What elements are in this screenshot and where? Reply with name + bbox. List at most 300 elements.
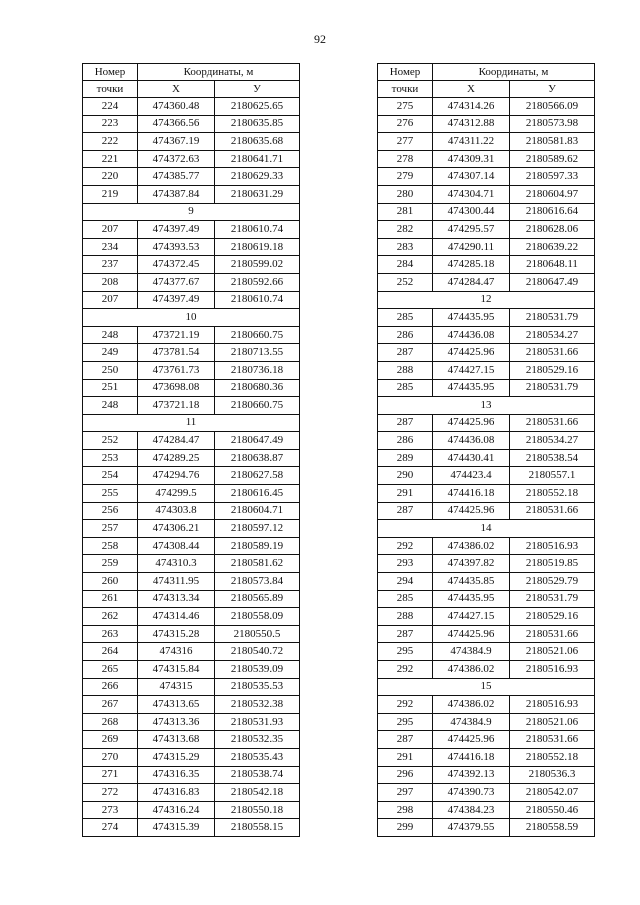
y-coordinate-cell: 2180573.98 [510,115,595,133]
table-row [83,801,300,819]
table-row [378,273,595,291]
point-number-header-line2: точки [83,81,138,98]
x-coordinate-cell: 474309.31 [433,150,510,168]
point-number-cell: 287 [378,502,433,520]
table-body-left [83,98,300,837]
y-coordinate-cell: 2180532.38 [215,696,300,714]
point-number-cell: 291 [378,748,433,766]
table-row [83,590,300,608]
y-coordinate-cell: 2180550.46 [510,801,595,819]
table-row [378,661,595,679]
point-number-header [83,64,138,81]
table-row [378,238,595,256]
y-coordinate-cell: 2180521.06 [510,643,595,661]
y-coordinate-cell: 2180538.74 [215,766,300,784]
y-coordinate-cell: 2180516.93 [510,537,595,555]
table-row [83,326,300,344]
table-row [378,784,595,802]
y-coordinate-cell: 2180581.62 [215,555,300,573]
point-number-cell: 208 [83,273,138,291]
x-coordinate-cell: 474307.14 [433,168,510,186]
x-coordinate-cell: 474385.77 [138,168,215,186]
point-header-line1: Номер [94,65,126,78]
table-row [83,573,300,591]
point-number-cell: 289 [378,449,433,467]
y-coordinate-cell: 2180627.58 [215,467,300,485]
y-coordinate-cell: 2180557.1 [510,467,595,485]
x-coordinate-cell: 474316.24 [138,801,215,819]
x-coordinate-cell: 474423.4 [433,467,510,485]
y-coordinate-cell: 2180647.49 [510,273,595,291]
point-number-cell: 262 [83,608,138,626]
table-row [83,625,300,643]
table-row [378,221,595,239]
table-row [83,467,300,485]
point-number-cell: 286 [378,432,433,450]
point-number-cell: 274 [83,819,138,837]
y-coordinate-cell: 2180631.29 [215,185,300,203]
point-number-cell: 292 [378,537,433,555]
y-coordinate-cell: 2180529.79 [510,573,595,591]
y-coordinate-cell: 2180628.06 [510,221,595,239]
x-coordinate-cell: 473781.54 [138,344,215,362]
x-coordinate-cell: 474435.95 [433,379,510,397]
y-coordinate-cell: 2180516.93 [510,661,595,679]
table-row [83,661,300,679]
coordinates-table-left [82,63,300,837]
y-coordinate-cell: 2180558.15 [215,819,300,837]
x-coordinate-cell: 474377.67 [138,273,215,291]
section-number: 11 [83,414,300,432]
x-coordinate-cell: 474416.18 [433,748,510,766]
point-number-cell: 281 [378,203,433,221]
x-coordinate-cell: 474360.48 [138,98,215,116]
x-coordinate-cell: 474392.13 [433,766,510,784]
table-row [83,115,300,133]
x-coordinate-cell: 474316 [138,643,215,661]
point-number-cell: 296 [378,766,433,784]
y-coordinate-cell: 2180542.07 [510,784,595,802]
x-coordinate-cell: 474306.21 [138,520,215,538]
section-row [378,397,595,415]
y-coordinate-cell: 2180535.43 [215,748,300,766]
table-row [378,98,595,116]
y-coordinate-cell: 2180592.66 [215,273,300,291]
table-row [378,379,595,397]
y-coordinate-cell: 2180550.5 [215,625,300,643]
section-row [83,414,300,432]
y-coordinate-cell: 2180629.33 [215,168,300,186]
section-number: 9 [83,203,300,221]
x-coordinate-cell: 473698.08 [138,379,215,397]
y-coordinate-cell: 2180558.09 [215,608,300,626]
point-number-cell: 297 [378,784,433,802]
table-row [378,467,595,485]
x-coordinate-cell: 474367.19 [138,133,215,151]
y-coordinate-cell: 2180648.11 [510,256,595,274]
x-coordinate-cell: 474313.65 [138,696,215,714]
point-number-cell: 264 [83,643,138,661]
x-coordinate-cell: 474425.96 [433,414,510,432]
x-coordinate-cell: 474315.28 [138,625,215,643]
x-coordinate-cell: 474427.15 [433,608,510,626]
y-coordinate-cell: 2180538.54 [510,449,595,467]
point-number-cell: 248 [83,397,138,415]
y-coordinate-cell: 2180610.74 [215,291,300,309]
point-number-cell: 273 [83,801,138,819]
table-row [378,625,595,643]
point-number-cell: 256 [83,502,138,520]
table-row [378,133,595,151]
table-row [83,432,300,450]
point-number-cell: 248 [83,326,138,344]
table-row [378,256,595,274]
y-coordinate-cell: 2180550.18 [215,801,300,819]
table-row [378,203,595,221]
y-coordinate-cell: 2180604.97 [510,185,595,203]
y-coordinate-cell: 2180610.74 [215,221,300,239]
table-row [378,502,595,520]
x-column-header: X [138,81,215,98]
section-number: 15 [378,678,595,696]
y-coordinate-cell: 2180565.89 [215,590,300,608]
point-number-cell: 249 [83,344,138,362]
x-coordinate-cell: 474299.5 [138,485,215,503]
x-coordinate-cell: 474397.49 [138,221,215,239]
x-coordinate-cell: 474315.39 [138,819,215,837]
table-row [83,555,300,573]
y-coordinate-cell: 2180619.18 [215,238,300,256]
table-row [378,731,595,749]
point-number-cell: 288 [378,608,433,626]
point-number-cell: 259 [83,555,138,573]
table-row [378,344,595,362]
point-number-cell: 271 [83,766,138,784]
table-row [378,309,595,327]
point-number-cell: 267 [83,696,138,714]
table-row [83,678,300,696]
x-coordinate-cell: 474372.45 [138,256,215,274]
y-coordinate-cell: 2180635.68 [215,133,300,151]
point-number-cell: 275 [378,98,433,116]
table-row [83,748,300,766]
table-row [378,537,595,555]
point-number-cell: 285 [378,590,433,608]
point-number-cell: 258 [83,537,138,555]
point-number-cell: 291 [378,485,433,503]
x-coordinate-cell: 474425.96 [433,344,510,362]
y-coordinate-cell: 2180660.75 [215,326,300,344]
point-number-cell: 285 [378,309,433,327]
x-coordinate-cell: 474304.71 [433,185,510,203]
table-row [378,643,595,661]
x-coordinate-cell: 473721.19 [138,326,215,344]
x-coordinate-cell: 474310.3 [138,555,215,573]
y-coordinate-cell: 2180581.83 [510,133,595,151]
point-number-cell: 294 [378,573,433,591]
table-row [83,273,300,291]
table-row [378,414,595,432]
coordinates-header: Координаты, м [138,64,300,81]
y-coordinate-cell: 2180597.33 [510,168,595,186]
x-coordinate-cell: 474316.83 [138,784,215,802]
y-coordinate-cell: 2180635.85 [215,115,300,133]
table-row [83,784,300,802]
table-row [83,502,300,520]
point-number-cell: 260 [83,573,138,591]
x-coordinate-cell: 474311.22 [433,133,510,151]
point-number-cell: 224 [83,98,138,116]
x-coordinate-cell: 474425.96 [433,731,510,749]
table-row [83,766,300,784]
x-coordinate-cell: 474315.84 [138,661,215,679]
point-number-cell: 254 [83,467,138,485]
y-coordinate-cell: 2180539.09 [215,661,300,679]
table-row [378,185,595,203]
point-number-cell: 269 [83,731,138,749]
y-coordinate-cell: 2180625.65 [215,98,300,116]
point-number-cell: 292 [378,661,433,679]
y-coordinate-cell: 2180531.66 [510,414,595,432]
y-coordinate-cell: 2180516.93 [510,696,595,714]
x-coordinate-cell: 474386.02 [433,696,510,714]
x-coordinate-cell: 474397.49 [138,291,215,309]
point-number-cell: 282 [378,221,433,239]
table-row [83,520,300,538]
table-row [83,537,300,555]
y-coordinate-cell: 2180736.18 [215,361,300,379]
table-row [83,291,300,309]
table-row [83,696,300,714]
point-number-cell: 268 [83,713,138,731]
x-coordinate-cell: 474386.02 [433,537,510,555]
point-number-cell: 219 [83,185,138,203]
table-row [378,449,595,467]
point-number-cell: 261 [83,590,138,608]
table-row [83,168,300,186]
x-coordinate-cell: 474295.57 [433,221,510,239]
x-coordinate-cell: 474435.95 [433,309,510,327]
point-number-cell: 287 [378,731,433,749]
table-row [378,168,595,186]
y-coordinate-cell: 2180540.72 [215,643,300,661]
x-coordinate-cell: 474314.26 [433,98,510,116]
section-number: 13 [378,397,595,415]
y-coordinate-cell: 2180589.19 [215,537,300,555]
table-row [378,485,595,503]
point-number-cell: 287 [378,344,433,362]
section-row [83,203,300,221]
x-coordinate-cell: 474372.63 [138,150,215,168]
table-row [378,696,595,714]
y-coordinate-cell: 2180529.16 [510,361,595,379]
section-row [83,309,300,327]
x-coordinate-cell: 474436.08 [433,326,510,344]
x-coordinate-cell: 474294.76 [138,467,215,485]
table-row [83,150,300,168]
table-row [83,256,300,274]
x-coordinate-cell: 473761.73 [138,361,215,379]
x-coordinate-cell: 474384.9 [433,713,510,731]
y-coordinate-cell: 2180531.66 [510,625,595,643]
y-coordinate-cell: 2180531.93 [215,713,300,731]
x-coordinate-cell: 474285.18 [433,256,510,274]
point-number-cell: 292 [378,696,433,714]
table-row [378,608,595,626]
x-coordinate-cell: 474435.85 [433,573,510,591]
table-row [378,801,595,819]
x-coordinate-cell: 474315.29 [138,748,215,766]
point-number-cell: 237 [83,256,138,274]
x-coordinate-cell: 474313.36 [138,713,215,731]
x-coordinate-cell: 474313.34 [138,590,215,608]
y-coordinate-cell: 2180532.35 [215,731,300,749]
table-row [378,150,595,168]
point-number-cell: 222 [83,133,138,151]
y-coordinate-cell: 2180552.18 [510,748,595,766]
table-row [83,608,300,626]
x-coordinate-cell: 474386.02 [433,661,510,679]
x-coordinate-cell: 474416.18 [433,485,510,503]
x-coordinate-cell: 474435.95 [433,590,510,608]
x-coordinate-cell: 474379.55 [433,819,510,837]
point-number-cell: 253 [83,449,138,467]
x-coordinate-cell: 474387.84 [138,185,215,203]
section-number: 14 [378,520,595,538]
y-coordinate-cell: 2180641.71 [215,150,300,168]
point-number-cell: 288 [378,361,433,379]
table-row [83,643,300,661]
point-number-cell: 266 [83,678,138,696]
y-coordinate-cell: 2180597.12 [215,520,300,538]
x-coordinate-cell: 474397.82 [433,555,510,573]
table-row [83,397,300,415]
point-number-cell: 287 [378,625,433,643]
point-number-header [378,64,433,81]
point-number-cell: 252 [378,273,433,291]
point-number-cell: 279 [378,168,433,186]
table-row [83,361,300,379]
y-coordinate-cell: 2180531.66 [510,731,595,749]
point-number-cell: 257 [83,520,138,538]
y-coordinate-cell: 2180521.06 [510,713,595,731]
y-coordinate-cell: 2180535.53 [215,678,300,696]
table-row [83,238,300,256]
y-coordinate-cell: 2180531.79 [510,309,595,327]
y-coordinate-cell: 2180566.09 [510,98,595,116]
point-header-line1: Номер [389,65,421,78]
point-number-cell: 286 [378,326,433,344]
x-coordinate-cell: 473721.18 [138,397,215,415]
y-coordinate-cell: 2180519.85 [510,555,595,573]
point-number-cell: 298 [378,801,433,819]
y-coordinate-cell: 2180542.18 [215,784,300,802]
table-row [83,344,300,362]
table-row [83,221,300,239]
y-coordinate-cell: 2180713.55 [215,344,300,362]
x-coordinate-cell: 474284.47 [433,273,510,291]
table-row [83,449,300,467]
section-row [378,678,595,696]
x-coordinate-cell: 474425.96 [433,625,510,643]
point-number-cell: 277 [378,133,433,151]
point-number-cell: 276 [378,115,433,133]
section-number: 10 [83,309,300,327]
table-body-right [378,98,595,837]
table-row [378,115,595,133]
table-row [378,573,595,591]
x-coordinate-cell: 474425.96 [433,502,510,520]
x-coordinate-cell: 474314.46 [138,608,215,626]
x-coordinate-cell: 474300.44 [433,203,510,221]
y-coordinate-cell: 2180534.27 [510,326,595,344]
y-coordinate-cell: 2180599.02 [215,256,300,274]
point-number-cell: 251 [83,379,138,397]
x-coordinate-cell: 474390.73 [433,784,510,802]
y-coordinate-cell: 2180536.3 [510,766,595,784]
x-coordinate-cell: 474315 [138,678,215,696]
point-number-cell: 287 [378,414,433,432]
table-row [378,432,595,450]
point-number-cell: 270 [83,748,138,766]
point-number-cell: 255 [83,485,138,503]
point-number-cell: 250 [83,361,138,379]
y-coordinate-cell: 2180616.64 [510,203,595,221]
table-row [378,748,595,766]
table-row [83,98,300,116]
coordinates-header: Координаты, м [433,64,595,81]
table-row [378,555,595,573]
y-column-header: У [510,81,595,98]
point-number-cell: 221 [83,150,138,168]
x-coordinate-cell: 474436.08 [433,432,510,450]
section-row [378,291,595,309]
x-coordinate-cell: 474290.11 [433,238,510,256]
table-row [83,485,300,503]
point-number-cell: 252 [83,432,138,450]
x-coordinate-cell: 474384.9 [433,643,510,661]
point-number-cell: 293 [378,555,433,573]
table-row [378,590,595,608]
point-number-cell: 284 [378,256,433,274]
point-number-cell: 265 [83,661,138,679]
y-coordinate-cell: 2180589.62 [510,150,595,168]
x-coordinate-cell: 474312.88 [433,115,510,133]
y-coordinate-cell: 2180531.79 [510,379,595,397]
x-coordinate-cell: 474366.56 [138,115,215,133]
y-coordinate-cell: 2180558.59 [510,819,595,837]
table-row [378,819,595,837]
x-coordinate-cell: 474313.68 [138,731,215,749]
table-row [83,819,300,837]
point-number-header-line2: точки [378,81,433,98]
point-number-cell: 295 [378,713,433,731]
section-number: 12 [378,291,595,309]
x-coordinate-cell: 474289.25 [138,449,215,467]
point-number-cell: 280 [378,185,433,203]
x-coordinate-cell: 474430.41 [433,449,510,467]
x-coordinate-cell: 474311.95 [138,573,215,591]
y-coordinate-cell: 2180639.22 [510,238,595,256]
table-row [83,713,300,731]
table-row [378,713,595,731]
point-number-cell: 263 [83,625,138,643]
point-number-cell: 223 [83,115,138,133]
x-coordinate-cell: 474384.23 [433,801,510,819]
point-number-cell: 278 [378,150,433,168]
y-column-header: У [215,81,300,98]
y-coordinate-cell: 2180604.71 [215,502,300,520]
